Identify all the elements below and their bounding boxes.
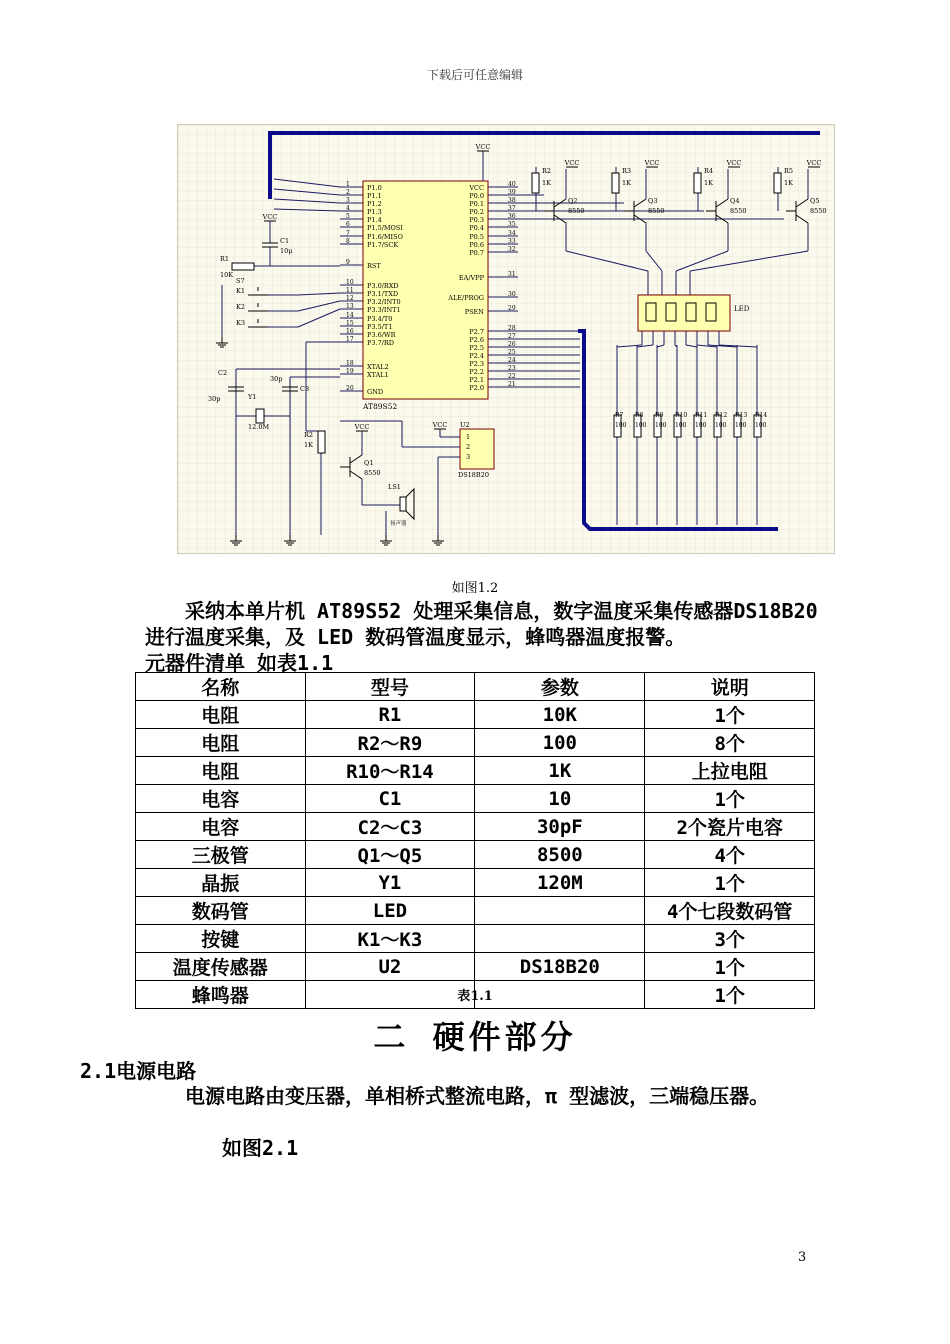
mcu-pin-number: 5 xyxy=(346,213,350,220)
table-cell: 三极管 xyxy=(136,841,306,869)
pullup-resistor xyxy=(774,173,781,193)
mcu-pin-number: 38 xyxy=(508,197,516,204)
led-label: LED xyxy=(734,305,750,313)
table-cell xyxy=(475,897,645,925)
u2-label: U2 xyxy=(460,421,470,429)
mcu-pin-label: VCC xyxy=(469,184,484,192)
segment-resistor-label: R11 xyxy=(695,412,708,419)
pullup-value: 1K xyxy=(784,179,793,187)
table-cell: 电容 xyxy=(136,813,306,841)
table-row xyxy=(136,869,815,897)
table-cell: 1个 xyxy=(645,981,815,1009)
vcc-label: VCC xyxy=(806,159,822,167)
table-cell: 1个 xyxy=(645,785,815,813)
table-header-cell: 说明 xyxy=(645,673,815,701)
component-table xyxy=(135,672,815,1009)
table-row xyxy=(136,897,815,925)
mcu-pin-label: P3.7/RD xyxy=(367,339,395,347)
table-cell: C2～C3 xyxy=(305,813,475,841)
table-header-cell: 型号 xyxy=(305,673,475,701)
mcu-pin-number: 26 xyxy=(508,341,516,348)
mcu-pin-number: 29 xyxy=(508,305,516,312)
segment-resistor-value: 100 xyxy=(615,422,627,429)
mcu-pin-label: P1.2 xyxy=(367,200,382,208)
mcu-pin-label: P0.0 xyxy=(469,192,484,200)
table-row xyxy=(136,757,815,785)
mcu-pin-label: P2.3 xyxy=(469,360,484,368)
segment-resistor-label: R8 xyxy=(635,412,644,419)
mcu-pin-label: P1.5/MOSI xyxy=(367,224,403,232)
y1-value: 12.0M xyxy=(248,423,270,431)
c2-value: 30p xyxy=(208,395,221,403)
vcc-label: VCC xyxy=(475,143,491,151)
table-row xyxy=(136,813,815,841)
table-cell: Y1 xyxy=(305,869,475,897)
segment-resistor-label: R14 xyxy=(755,412,768,419)
c3-value: 30p xyxy=(270,375,283,383)
mcu-pin-label: P2.7 xyxy=(469,328,484,336)
table-row xyxy=(136,953,815,981)
mcu-pin-label: P3.3/INT1 xyxy=(367,306,401,314)
table-cell: 按键 xyxy=(136,925,306,953)
mcu-pin-number: 34 xyxy=(508,230,516,237)
mcu-pin-number: 28 xyxy=(508,325,516,332)
mcu-name-label: AT89S52 xyxy=(363,402,398,411)
mcu-pin-label: P3.0/RXD xyxy=(367,282,399,290)
pullup-label: R5 xyxy=(784,167,794,175)
c1-value: 10μ xyxy=(280,247,293,255)
mcu-pin-number: 14 xyxy=(346,312,354,319)
key-label: K1 xyxy=(236,287,245,295)
mcu-pin-label: XTAL2 xyxy=(367,363,389,371)
speaker-icon xyxy=(400,497,406,511)
pullup-label: R3 xyxy=(622,167,632,175)
mcu-pin-label: PSEN xyxy=(464,308,484,316)
segment-resistor-value: 100 xyxy=(735,422,747,429)
mcu-pin-number: 11 xyxy=(346,287,354,294)
mcu-pin-number: 10 xyxy=(346,279,354,286)
mcu-pin-label: P0.7 xyxy=(469,249,484,257)
segment-resistor-label: R7 xyxy=(615,412,624,419)
segment-resistor-label: R13 xyxy=(735,412,748,419)
mcu-pin-number: 24 xyxy=(508,357,516,364)
table-cell: 8个 xyxy=(645,729,815,757)
vcc-label: VCC xyxy=(726,159,742,167)
table-cell: 2个瓷片电容 xyxy=(645,813,815,841)
mcu-pin-number: 25 xyxy=(508,349,516,356)
table-cell: 数码管 xyxy=(136,897,306,925)
table-cell: 1个 xyxy=(645,953,815,981)
c2-label: C2 xyxy=(218,369,228,377)
vcc-label: VCC xyxy=(644,159,660,167)
transistor-label: Q4 xyxy=(730,197,740,205)
ds18b20-label: DS18B20 xyxy=(458,471,489,479)
segment-resistor-value: 100 xyxy=(675,422,687,429)
mcu-pin-label: P1.1 xyxy=(367,192,382,200)
key-label: K2 xyxy=(236,303,245,311)
segment-resistor-value: 100 xyxy=(655,422,667,429)
speaker-label: 扬声器 xyxy=(390,521,407,527)
table-cell: 8500 xyxy=(475,841,645,869)
table-row xyxy=(136,925,815,953)
mcu-pin-label: P2.4 xyxy=(469,352,484,360)
table-body xyxy=(136,701,815,1009)
table-cell: 4个七段数码管 xyxy=(645,897,815,925)
mcu-pin-number: 27 xyxy=(508,333,516,340)
mcu-pin-label: GND xyxy=(367,388,384,396)
u2-pin-number: 1 xyxy=(466,433,471,441)
table-cell: 1个 xyxy=(645,701,815,729)
figure-reference: 如图2.1 xyxy=(222,1136,299,1160)
mcu-pin-number: 39 xyxy=(508,189,516,196)
component-list-title: 元器件清单 如表1.1 xyxy=(145,651,334,675)
table-row xyxy=(136,729,815,757)
segment-resistor-label: R12 xyxy=(715,412,728,419)
mcu-pin-label: XTAL1 xyxy=(367,371,389,379)
mcu-pin-number: 40 xyxy=(508,181,516,188)
mcu-pin-number: 32 xyxy=(508,246,516,253)
mcu-pin-number: 8 xyxy=(346,238,350,245)
mcu-pin-label: P3.1/TXD xyxy=(367,290,399,298)
intro-text: 采纳本单片机 AT89S52 处理采集信息，数字温度采集传感器DS18B20 进行温度采集，及 LED 数码管温度显示，蜂鸣器温度报警。 xyxy=(145,599,818,649)
segment-resistor-label: R9 xyxy=(655,412,664,419)
mcu-pin-number: 6 xyxy=(346,221,350,228)
table-row xyxy=(136,785,815,813)
mcu-pin-number: 37 xyxy=(508,205,516,212)
table-cell: 1K xyxy=(475,757,645,785)
pullup-value: 1K xyxy=(622,179,631,187)
mcu-pin-number: 23 xyxy=(508,365,516,372)
mcu-pin-label: P3.5/T1 xyxy=(367,323,393,331)
table-cell: 电容 xyxy=(136,785,306,813)
mcu-pin-label: P0.2 xyxy=(469,208,484,216)
pullup-value: 1K xyxy=(542,179,551,187)
r1-resistor xyxy=(232,263,254,270)
pullup-label: R4 xyxy=(704,167,714,175)
table-row xyxy=(136,701,815,729)
crystal-icon xyxy=(256,409,264,423)
pullup-label: R2 xyxy=(542,167,552,175)
vcc-label: VCC xyxy=(262,213,278,221)
page-number: 3 xyxy=(798,1250,807,1265)
table-cell: Q1～Q5 xyxy=(305,841,475,869)
mcu-pin-number: 22 xyxy=(508,373,516,380)
table-cell: 蜂鸣器 xyxy=(136,981,306,1009)
schematic-drawing xyxy=(178,125,834,553)
key-label: K3 xyxy=(236,319,245,327)
vcc-label: VCC xyxy=(564,159,580,167)
table-cell: 电阻 xyxy=(136,757,306,785)
table-header-cell: 名称 xyxy=(136,673,306,701)
table-cell: 电阻 xyxy=(136,701,306,729)
mcu-pin-number: 35 xyxy=(508,221,516,228)
intro-paragraph xyxy=(145,598,825,650)
vcc-label: VCC xyxy=(432,421,448,429)
circuit-schematic xyxy=(177,124,835,554)
table-caption: 表1.1 xyxy=(457,989,493,1004)
mcu-pin-label: P0.4 xyxy=(469,224,484,232)
mcu-pin-label: P2.2 xyxy=(469,368,484,376)
key-label: S7 xyxy=(236,277,245,285)
table-cell: DS18B20 xyxy=(475,953,645,981)
mcu-pin-label: P2.1 xyxy=(469,376,484,384)
mcu-pin-number: 31 xyxy=(508,271,516,278)
mcu-pin-label: P1.0 xyxy=(367,184,382,192)
pullup-resistor xyxy=(612,173,619,193)
mcu-pin-number: 19 xyxy=(346,368,354,375)
table-cell: 120M xyxy=(475,869,645,897)
table-cell xyxy=(475,925,645,953)
segment-resistor-value: 100 xyxy=(695,422,707,429)
transistor-model: 8550 xyxy=(568,207,585,215)
mcu-pin-number: 7 xyxy=(346,230,350,237)
transistor-model: 8550 xyxy=(730,207,747,215)
table-header-row xyxy=(136,673,815,701)
transistor-label: Q2 xyxy=(568,197,578,205)
mcu-pin-label: P3.4/T0 xyxy=(367,315,393,323)
mcu-pin-number: 1 xyxy=(346,181,350,188)
table-cell: 3个 xyxy=(645,925,815,953)
mcu-pin-number: 30 xyxy=(508,291,516,298)
u2-pin-number: 3 xyxy=(466,453,471,461)
transistor-model: 8550 xyxy=(810,207,827,215)
mcu-pin-number: 12 xyxy=(346,295,354,302)
mcu-pin-label: P1.7/SCK xyxy=(367,241,399,249)
c1-label: C1 xyxy=(280,237,290,245)
table-cell: 温度传感器 xyxy=(136,953,306,981)
mcu-pin-number: 4 xyxy=(346,205,350,212)
table-cell: 上拉电阻 xyxy=(645,757,815,785)
table-cell: R10～R14 xyxy=(305,757,475,785)
mcu-pin-label: ALE/PROG xyxy=(448,294,484,302)
vcc-label: VCC xyxy=(354,423,370,431)
mcu-pin-label: P0.3 xyxy=(469,216,484,224)
table-cell: 电阻 xyxy=(136,729,306,757)
table-cell: 100 xyxy=(475,729,645,757)
mcu-pin-label: EA/VPP xyxy=(458,274,484,282)
mcu-pin-number: 15 xyxy=(346,320,354,327)
table-row xyxy=(136,841,815,869)
figure-caption: 如图1.2 xyxy=(451,581,499,596)
table-cell: 10K xyxy=(475,701,645,729)
r2b-label: R2 xyxy=(304,431,314,439)
transistor-label: Q3 xyxy=(648,197,658,205)
power-circuit-text: 电源电路由变压器，单相桥式整流电路，π 型滤波，三端稳压器。 xyxy=(185,1084,770,1108)
table-cell: LED xyxy=(305,897,475,925)
mcu-pin-label: RST xyxy=(367,262,381,270)
mcu-pin-label: P1.6/MISO xyxy=(367,233,403,241)
ls1-label: LS1 xyxy=(388,483,401,491)
mcu-pin-number: 20 xyxy=(346,385,354,392)
pullup-value: 1K xyxy=(704,179,713,187)
mcu-pin-number: 17 xyxy=(346,336,354,343)
u2-pin-number: 2 xyxy=(466,443,471,451)
transistor-model: 8550 xyxy=(648,207,665,215)
mcu-pin-number: 3 xyxy=(346,197,350,204)
q1-model: 8550 xyxy=(364,469,381,477)
table-cell: R1 xyxy=(305,701,475,729)
mcu-pin-label: P2.0 xyxy=(469,384,484,392)
table-cell: 晶振 xyxy=(136,869,306,897)
table-cell: 30pF xyxy=(475,813,645,841)
table-cell: K1～K3 xyxy=(305,925,475,953)
table-header-cell: 参数 xyxy=(475,673,645,701)
mcu-pin-label: P1.4 xyxy=(367,216,382,224)
subsection-heading: 2.1电源电路 xyxy=(80,1059,197,1083)
power-circuit-paragraph xyxy=(145,1083,815,1109)
r2b-resistor xyxy=(318,431,325,453)
table-cell: 1个 xyxy=(645,869,815,897)
table-cell: U2 xyxy=(305,953,475,981)
mcu-pin-label: P0.5 xyxy=(469,233,484,241)
table-cell: 4个 xyxy=(645,841,815,869)
q1-label: Q1 xyxy=(364,459,374,467)
page-header-note: 下载后可任意编辑 xyxy=(426,68,523,82)
mcu-pin-label: P0.6 xyxy=(469,241,484,249)
r1-value: 10K xyxy=(220,271,234,279)
mcu-pin-number: 2 xyxy=(346,189,350,196)
r1-label: R1 xyxy=(220,255,230,263)
mcu-pin-number: 9 xyxy=(346,259,350,266)
mcu-pin-number: 13 xyxy=(346,303,354,310)
mcu-pin-number: 36 xyxy=(508,213,516,220)
mcu-pin-number: 18 xyxy=(346,360,354,367)
table-cell: 10 xyxy=(475,785,645,813)
mcu-pin-number: 33 xyxy=(508,238,516,245)
pullup-resistor xyxy=(532,173,539,193)
segment-resistor-value: 100 xyxy=(755,422,767,429)
mcu-pin-number: 21 xyxy=(508,381,516,388)
section-title: 二 硬件部分 xyxy=(373,1018,577,1056)
y1-label: Y1 xyxy=(248,393,257,401)
segment-resistor-value: 100 xyxy=(635,422,647,429)
mcu-pin-label: P2.6 xyxy=(469,336,484,344)
segment-resistor-label: R10 xyxy=(675,412,688,419)
mcu-pin-label: P0.1 xyxy=(469,200,484,208)
mcu-pin-number: 16 xyxy=(346,328,354,335)
c3-label: C3 xyxy=(300,385,310,393)
segment-resistor-value: 100 xyxy=(715,422,727,429)
mcu-pin-label: P3.2/INT0 xyxy=(367,298,401,306)
mcu-pin-label: P3.6/WR xyxy=(367,331,396,339)
r2b-value: 1K xyxy=(304,441,313,449)
table-cell: R2～R9 xyxy=(305,729,475,757)
table-cell: C1 xyxy=(305,785,475,813)
transistor-label: Q5 xyxy=(810,197,820,205)
mcu-pin-label: P1.3 xyxy=(367,208,382,216)
mcu-pin-label: P2.5 xyxy=(469,344,484,352)
pullup-resistor xyxy=(694,173,701,193)
